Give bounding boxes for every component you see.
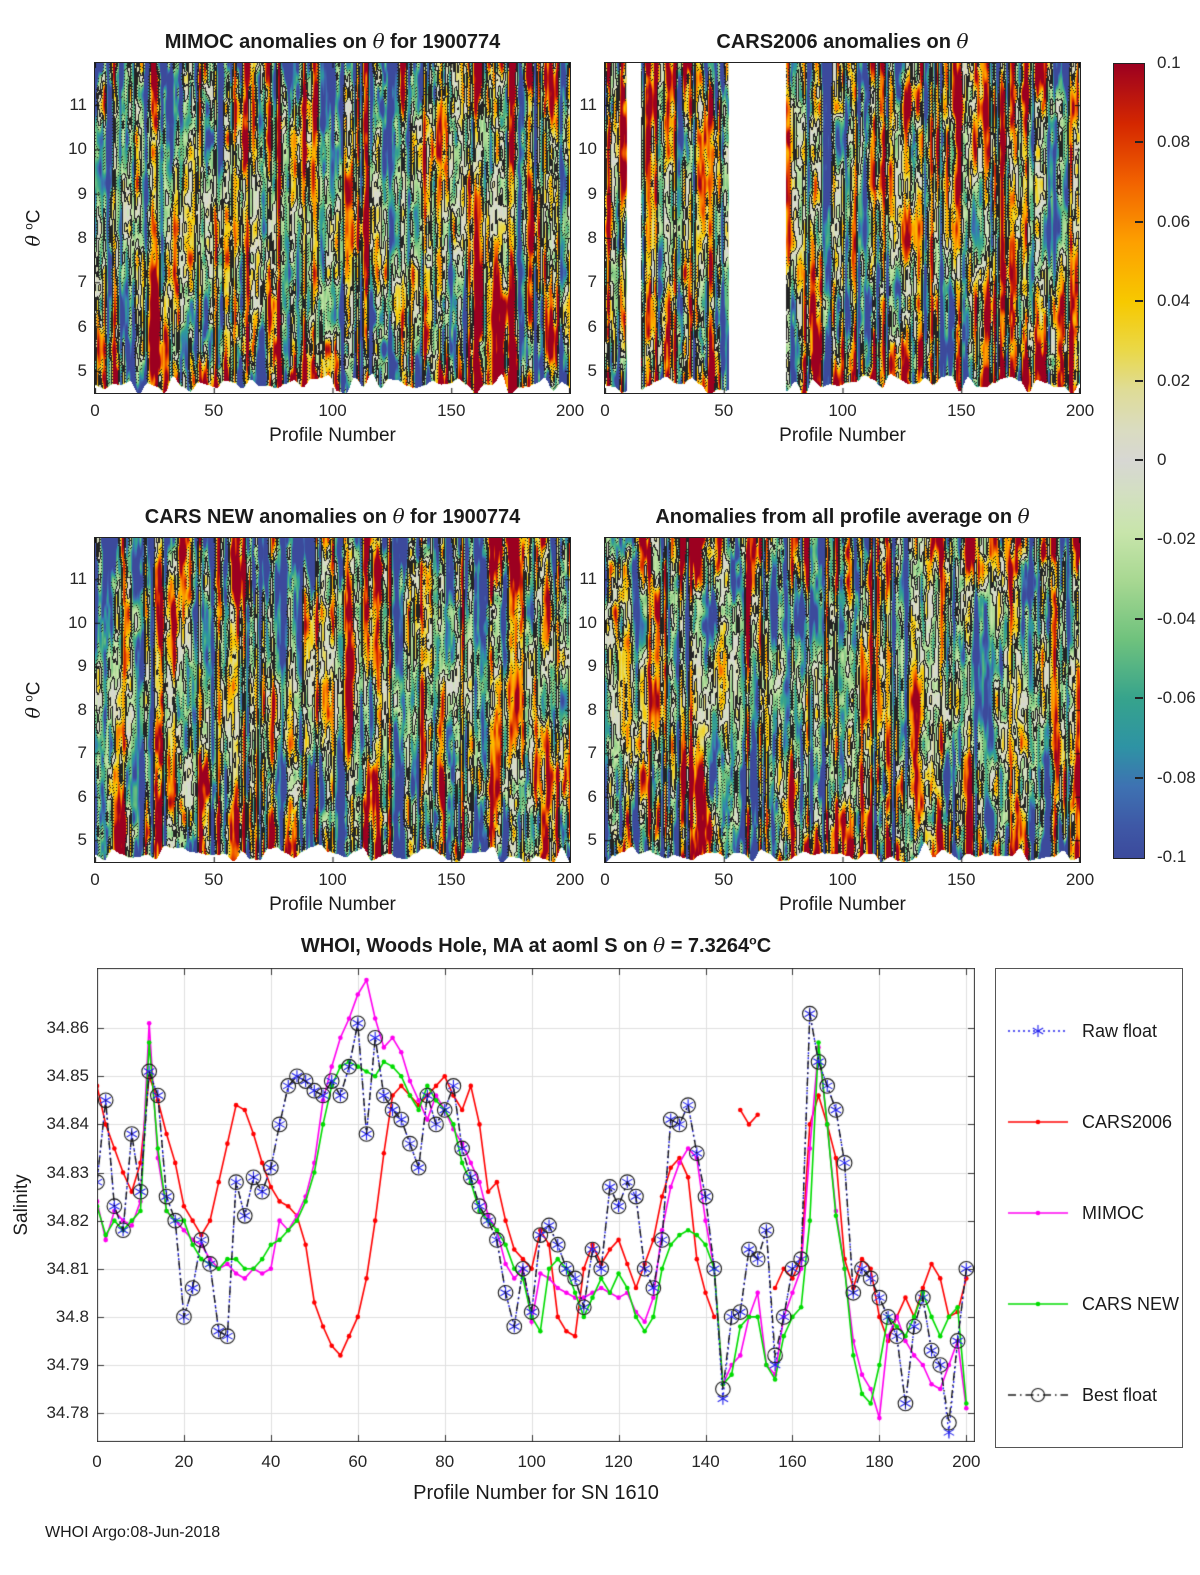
x-tick-label: 100 [828, 870, 857, 889]
title-segment: θ [392, 504, 405, 528]
title-segment: θ [1017, 504, 1030, 528]
title-segment: Anomalies from all profile average on [655, 506, 1018, 528]
legend-entry-cars2006 [1006, 1112, 1172, 1132]
title-segment: o [22, 695, 36, 702]
x-tick-label: 50 [714, 401, 734, 420]
y-tick-label: 7 [77, 272, 87, 292]
y-tick-label: 9 [77, 656, 87, 676]
title-segment [24, 230, 45, 235]
x-tick-label: 200 [1065, 870, 1095, 889]
colorbar-tick-label: 0.02 [1157, 370, 1191, 390]
title-segment: = 7.3264 [665, 935, 750, 957]
heatmap-panel-allprofile [604, 537, 1081, 863]
colorbar-tick-mark [1135, 141, 1143, 143]
legend-entry-cars-new [1006, 1294, 1179, 1314]
y-tick-label: 11 [69, 95, 87, 115]
line-x-axis-label: Profile Number for SN 1610 [413, 1482, 659, 1504]
x-tick-label: 0 [92, 1452, 102, 1471]
legend-entry-raw-float [1006, 1021, 1157, 1041]
y-tick-label: 6 [77, 316, 87, 336]
cars-new-line-sample [1006, 1294, 1070, 1314]
colorbar-tick-mark [1135, 459, 1143, 461]
title-segment: C [23, 209, 45, 224]
title-segment: θ [22, 707, 45, 719]
title-segment: for 1900774 [384, 31, 501, 53]
title-segment [24, 702, 45, 707]
heatmap-panel-cars2006 [604, 62, 1081, 394]
y-tick-label: 11 [579, 569, 597, 589]
colorbar-tick-mark [1135, 697, 1143, 699]
y-tick-label: 7 [77, 743, 87, 763]
heatmap-panel-carsnew [94, 537, 571, 863]
x-tick-label: 0 [90, 401, 100, 420]
heatmap-title-carsnew [95, 504, 570, 529]
y-tick-label: 7 [587, 743, 597, 763]
x-tick-label: 60 [348, 1452, 368, 1471]
x-tick-label: 180 [865, 1452, 894, 1471]
x-tick-label: 200 [555, 870, 585, 889]
x-tick-label: 80 [435, 1452, 455, 1471]
title-segment: CARS2006 anomalies on [716, 31, 957, 53]
heatmap-canvas-cars2006 [605, 63, 1080, 393]
salinity-axis-label: Salinity [11, 1174, 32, 1236]
legend-label: Raw float [1082, 1020, 1158, 1041]
title-segment: for 1900774 [404, 506, 521, 528]
x-tick-label: 100 [828, 401, 857, 420]
theta-axis-label [22, 209, 45, 246]
y-tick-label: 34.86 [46, 1018, 89, 1038]
colorbar-tick-label: 0.04 [1157, 291, 1191, 311]
heatmap-title-allprofile [605, 504, 1080, 529]
colorbar-tick-mark [1135, 538, 1143, 540]
x-tick-label: 150 [437, 870, 466, 889]
legend-label: Best float [1082, 1384, 1158, 1405]
legend-label: CARS2006 [1082, 1111, 1173, 1132]
best-float-line-sample [1006, 1385, 1070, 1405]
x-axis-label: Profile Number [269, 894, 396, 915]
x-tick-label: 0 [600, 870, 610, 889]
legend-box [995, 968, 1183, 1448]
raw-float-line-sample [1006, 1021, 1070, 1041]
colorbar-tick-label: -0.08 [1157, 767, 1196, 787]
title-segment: o [22, 223, 36, 230]
y-tick-label: 6 [587, 786, 597, 806]
footer-text: WHOI Argo:08-Jun-2018 [45, 1524, 221, 1541]
y-tick-label: 34.79 [46, 1355, 89, 1374]
y-tick-label: 34.84 [46, 1114, 89, 1134]
title-segment: MIMOC anomalies on [164, 31, 373, 53]
cars2006-line-sample [1006, 1112, 1070, 1132]
y-tick-label: 34.82 [46, 1210, 89, 1230]
legend-label: CARS NEW [1082, 1293, 1180, 1314]
y-tick-label: 11 [69, 569, 87, 589]
y-tick-label: 34.8 [55, 1306, 89, 1326]
y-tick-label: 10 [68, 139, 87, 159]
mimoc-line-sample [1006, 1203, 1070, 1223]
heatmap-canvas-allprofile [605, 538, 1080, 862]
theta-axis-label [22, 681, 45, 718]
y-tick-label: 8 [77, 227, 87, 247]
y-tick-label: 9 [77, 183, 87, 203]
y-tick-label: 8 [587, 699, 597, 719]
y-tick-label: 7 [587, 272, 597, 292]
x-tick-label: 50 [714, 870, 734, 889]
x-tick-label: 140 [691, 1452, 720, 1471]
title-segment: C [23, 681, 45, 696]
y-tick-label: 6 [587, 316, 597, 336]
colorbar-tick-mark [1135, 380, 1143, 382]
y-tick-label: 34.81 [46, 1258, 89, 1278]
x-tick-label: 50 [204, 401, 224, 420]
colorbar [1113, 63, 1145, 859]
x-axis-label: Profile Number [269, 425, 396, 446]
x-tick-label: 200 [1065, 401, 1095, 420]
x-tick-label: 40 [261, 1452, 281, 1471]
x-tick-label: 200 [952, 1452, 981, 1471]
x-tick-label: 120 [604, 1452, 633, 1471]
salinity-line-chart [97, 968, 975, 1442]
colorbar-tick-label: -0.1 [1157, 847, 1187, 866]
x-tick-label: 0 [600, 401, 610, 420]
colorbar-tick-label: 0 [1157, 450, 1167, 469]
x-tick-label: 150 [947, 870, 976, 889]
title-segment: θ [956, 29, 969, 53]
colorbar-tick-label: 0.06 [1157, 211, 1191, 231]
x-tick-label: 160 [778, 1452, 807, 1471]
x-tick-label: 100 [517, 1452, 546, 1471]
colorbar-tick-label: -0.06 [1157, 688, 1196, 708]
title-segment: θ [22, 235, 45, 247]
heatmap-canvas-mimoc [95, 63, 570, 393]
colorbar-tick-mark [1135, 618, 1143, 620]
title-segment: θ [653, 933, 666, 957]
y-tick-label: 6 [77, 786, 87, 806]
x-tick-label: 100 [318, 870, 347, 889]
y-tick-label: 5 [77, 830, 87, 850]
y-tick-label: 5 [587, 830, 597, 850]
colorbar-tick-mark [1135, 777, 1143, 779]
x-tick-label: 20 [174, 1452, 194, 1471]
y-tick-label: 34.85 [46, 1066, 89, 1086]
x-axis-label: Profile Number [779, 894, 906, 915]
y-tick-label: 10 [68, 612, 87, 632]
colorbar-tick-label: 0.08 [1157, 132, 1191, 152]
y-tick-label: 8 [77, 699, 87, 719]
y-tick-label: 34.78 [46, 1403, 89, 1423]
title-segment: C [756, 935, 772, 957]
heatmap-title-mimoc [95, 29, 570, 54]
colorbar-tick-mark [1135, 300, 1143, 302]
y-tick-label: 11 [579, 95, 597, 115]
y-tick-label: 10 [578, 139, 597, 159]
y-tick-label: 9 [587, 183, 597, 203]
heatmap-title-cars2006 [605, 29, 1080, 54]
colorbar-tick-label: -0.04 [1157, 608, 1196, 628]
x-tick-label: 100 [318, 401, 347, 420]
y-tick-label: 5 [77, 360, 87, 380]
colorbar-tick-label: 0.1 [1157, 53, 1181, 72]
line-plot-title [97, 933, 975, 958]
y-tick-label: 8 [587, 227, 597, 247]
title-segment: θ [372, 29, 385, 53]
x-tick-label: 150 [947, 401, 976, 420]
heatmap-panel-mimoc [94, 62, 571, 394]
legend-label: MIMOC [1082, 1202, 1144, 1223]
x-tick-label: 50 [204, 870, 224, 889]
title-segment: WHOI, Woods Hole, MA at aoml S on [300, 935, 654, 957]
y-tick-label: 10 [578, 612, 597, 632]
colorbar-tick-mark [1135, 221, 1143, 223]
title-segment: CARS NEW anomalies on [144, 506, 393, 528]
title-segment: o [749, 933, 757, 948]
heatmap-canvas-carsnew [95, 538, 570, 862]
y-tick-label: 34.83 [46, 1162, 89, 1182]
legend-entry-mimoc [1006, 1203, 1144, 1223]
y-tick-label: 9 [587, 656, 597, 676]
x-tick-label: 150 [437, 401, 466, 420]
colorbar-tick-label: -0.02 [1157, 529, 1196, 549]
y-tick-label: 5 [587, 360, 597, 380]
x-tick-label: 0 [90, 870, 100, 889]
x-axis-label: Profile Number [779, 425, 906, 446]
x-tick-label: 200 [555, 401, 585, 420]
legend-entry-best-float [1006, 1385, 1157, 1405]
